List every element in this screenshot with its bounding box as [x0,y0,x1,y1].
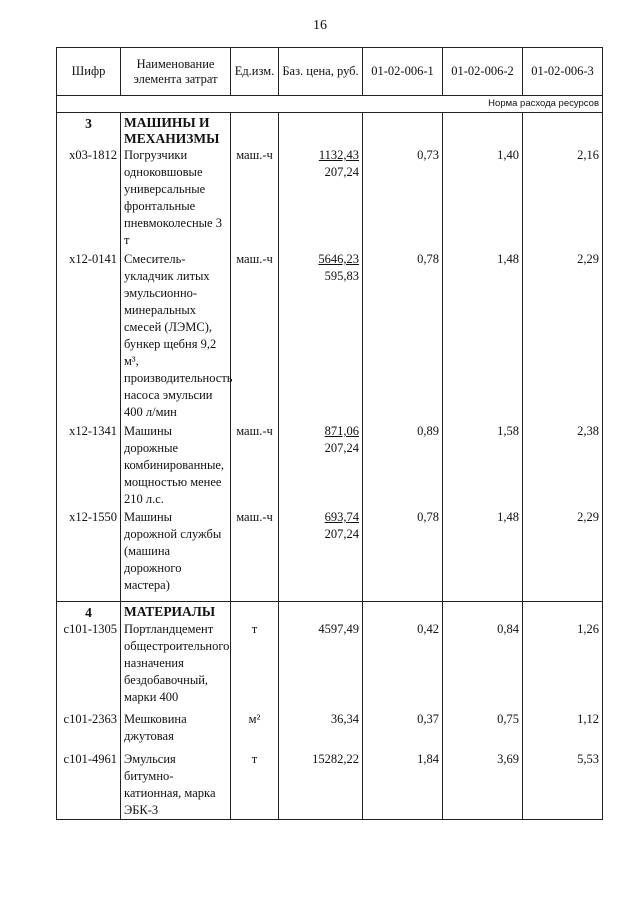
section-number: 3 [85,116,92,131]
base-price-secondary: 207,24 [324,441,359,455]
price-cell [279,509,363,601]
price-cell: 36,34 [279,711,363,751]
unit-cell: т [231,751,279,820]
name-cell: Машины дорожной службы (машина дорожного мастера) [121,509,231,601]
unit-cell: м² [231,711,279,751]
header-col3: 01-02-006-3 [523,48,603,96]
norm-row [57,96,603,113]
name-cell: Смеситель-укладчик литых эмульсионно-минеральных смесей (ЛЭМС), бункер щебня 9,2 м³, производительность насоса эмульсии 400 л/мин [121,251,231,423]
base-price-secondary: 595,83 [324,269,359,283]
base-price: 5646,23 [318,252,359,266]
header-code: Шифр [57,48,121,96]
base-price-secondary: 207,24 [324,165,359,179]
value-cell: 1,58 [443,423,523,509]
header-price: Баз. цена, руб. [279,48,363,96]
price-cell [279,147,363,251]
code-cell: х12-1341 [57,423,121,509]
value-cell: 0,37 [363,711,443,751]
code-cell: с101-2363 [57,711,121,751]
norm-label: Норма расхода ресурсов [57,96,603,113]
value-cell: 0,78 [363,251,443,423]
name-cell: Портландцемент общестроительного назначения бездобавочный, марки 400 [121,621,231,711]
section-title: МАТЕРИАЛЫ [124,603,216,619]
section-row [57,601,603,621]
value-cell: 1,26 [523,621,603,711]
table-row [57,147,603,251]
price-cell [279,251,363,423]
header-unit: Ед.изм. [231,48,279,96]
table-row [57,423,603,509]
value-cell: 1,48 [443,251,523,423]
header-name: Наименование элемента затрат [121,48,231,96]
resource-norms-table [56,47,603,820]
name-cell: Погрузчики одноковшовые универсальные фронтальные пневмоколесные 3 т [121,147,231,251]
header-col1: 01-02-006-1 [363,48,443,96]
table-row [57,251,603,423]
value-cell: 2,29 [523,509,603,601]
value-cell: 2,16 [523,147,603,251]
value-cell: 1,12 [523,711,603,751]
section-row [57,113,603,148]
price-cell: 15282,22 [279,751,363,820]
header-col2: 01-02-006-2 [443,48,523,96]
value-cell: 0,78 [363,509,443,601]
value-cell: 2,38 [523,423,603,509]
unit-cell: маш.-ч [231,509,279,601]
value-cell: 2,29 [523,251,603,423]
price-cell: 4597,49 [279,621,363,711]
value-cell: 1,84 [363,751,443,820]
value-cell: 3,69 [443,751,523,820]
name-cell: Машины дорожные комбинированные, мощностью менее 210 л.с. [121,423,231,509]
section-title-cell [121,601,231,621]
section-number-cell [57,601,121,621]
table-row [57,711,603,751]
unit-cell: т [231,621,279,711]
value-cell: 1,48 [443,509,523,601]
value-cell: 0,89 [363,423,443,509]
base-price: 1132,43 [318,148,359,162]
value-cell: 0,75 [443,711,523,751]
code-cell: с101-1305 [57,621,121,711]
section-number: 4 [85,604,92,620]
unit-cell: маш.-ч [231,147,279,251]
table-row [57,621,603,711]
name-cell: Мешковина джутовая [121,711,231,751]
price-cell [279,423,363,509]
code-cell: х03-1812 [57,147,121,251]
section-title-cell [121,113,231,148]
base-price-secondary: 207,24 [324,527,359,541]
name-cell: Эмульсия битумно-катионная, марка ЭБК-3 [121,751,231,820]
unit-cell: маш.-ч [231,251,279,423]
table-row [57,509,603,601]
page-number: 16 [313,18,327,33]
base-price: 871,06 [324,424,359,438]
header-row [57,48,603,96]
code-cell: х12-0141 [57,251,121,423]
value-cell: 0,42 [363,621,443,711]
table-row [57,751,603,820]
section-title: МАШИНЫ И МЕХАНИЗМЫ [124,115,220,146]
value-cell: 0,84 [443,621,523,711]
value-cell: 5,53 [523,751,603,820]
code-cell: с101-4961 [57,751,121,820]
value-cell: 0,73 [363,147,443,251]
unit-cell: маш.-ч [231,423,279,509]
base-price: 693,74 [324,510,359,524]
value-cell: 1,40 [443,147,523,251]
section-number-cell [57,113,121,148]
code-cell: х12-1550 [57,509,121,601]
